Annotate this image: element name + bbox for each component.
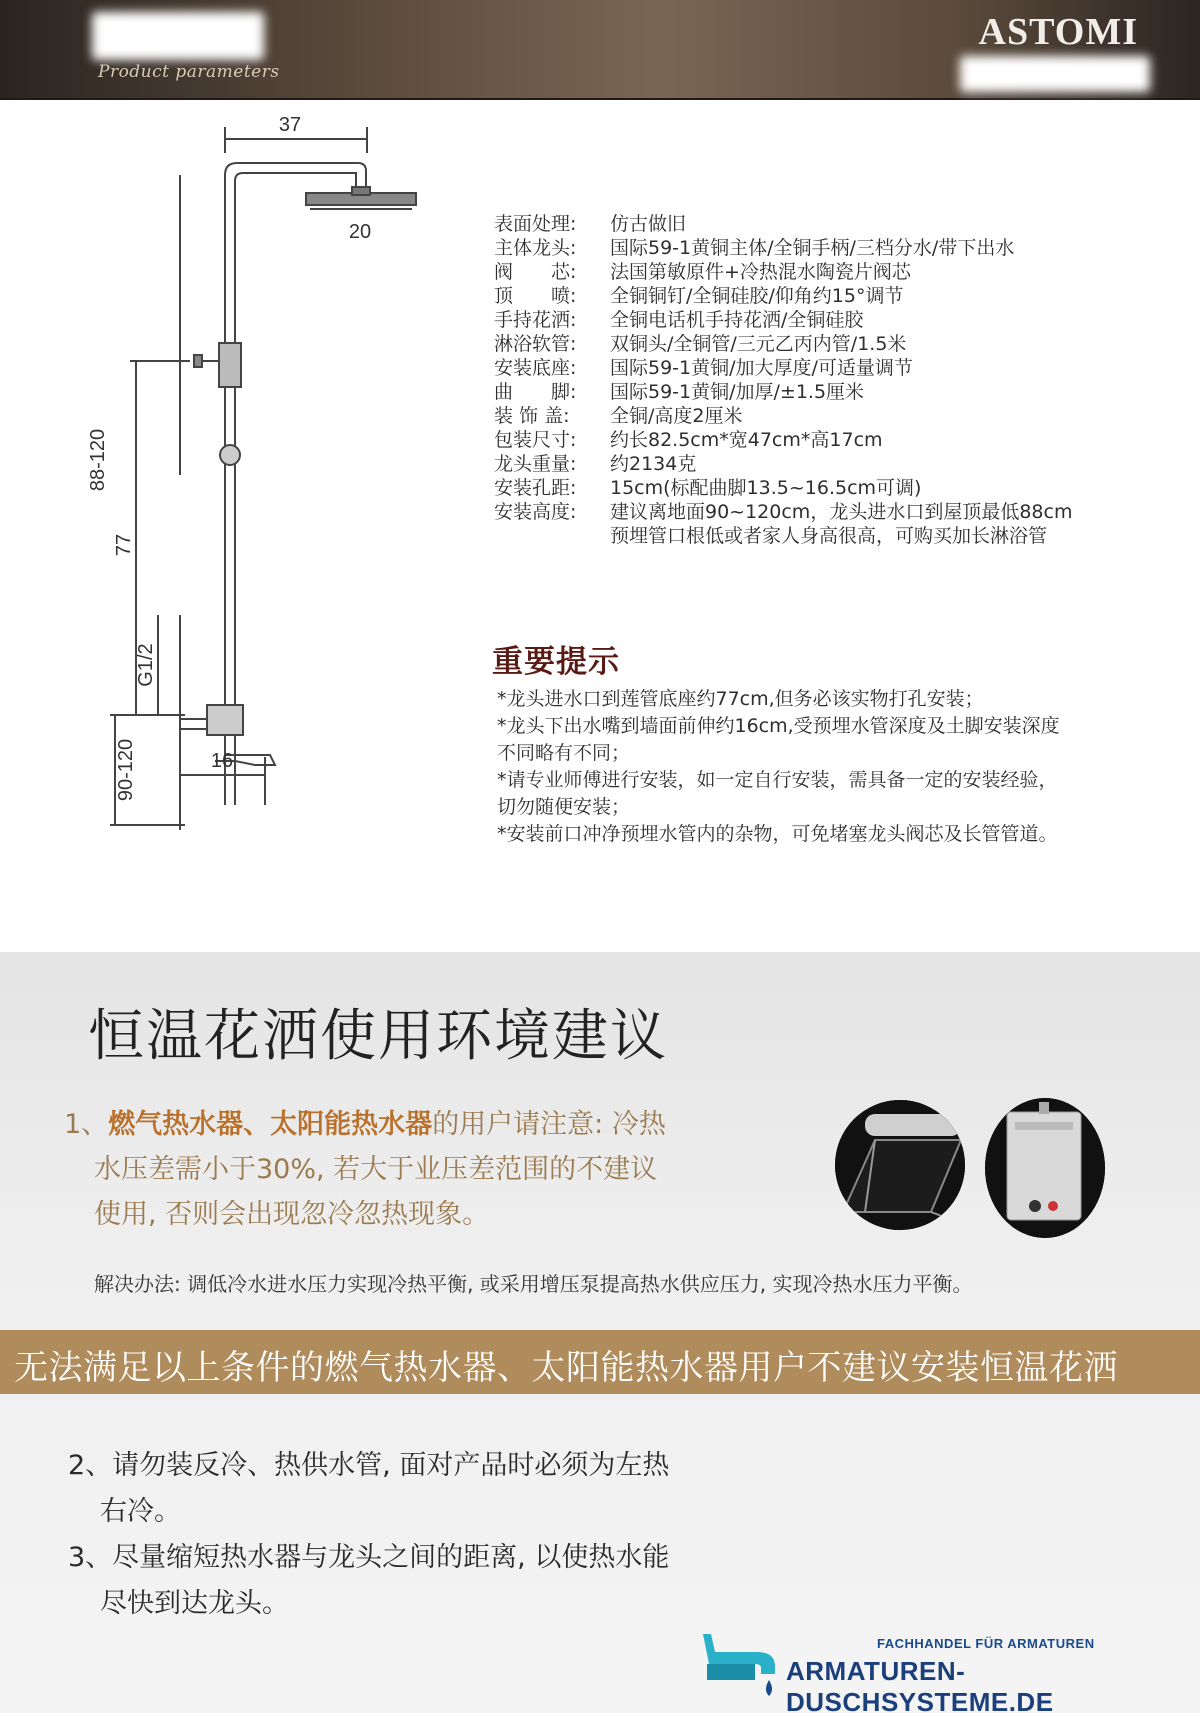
spec-value: 全铜铜钉/全铜硅胶/仰角约15°调节 bbox=[610, 285, 904, 307]
spec-label: 手持花洒: bbox=[494, 309, 577, 331]
dim-top-label: 37 bbox=[278, 114, 302, 136]
spec-value: 国际59-1黄铜/加厚/±1.5厘米 bbox=[610, 381, 865, 403]
logo-domain: ARMATUREN-DUSCHSYSTEME.DE bbox=[786, 1656, 1054, 1717]
spec-label: 安装底座: bbox=[494, 357, 577, 379]
item1-highlight: 燃气热水器、太阳能热水器 bbox=[108, 1109, 433, 1140]
dim-floor-label: 90-120 bbox=[115, 738, 137, 802]
header-banner bbox=[0, 0, 1200, 100]
environment-title: 恒温花洒使用环境建议 bbox=[88, 1004, 668, 1069]
spec-label: 龙头重量: bbox=[494, 453, 577, 475]
shop-logo[interactable] bbox=[697, 1628, 1187, 1717]
spec-row bbox=[494, 476, 1144, 500]
spec-row bbox=[494, 380, 1144, 404]
spec-list bbox=[494, 212, 1144, 548]
spec-label: 顶 喷: bbox=[494, 285, 577, 307]
solar-water-heater-image bbox=[835, 1100, 965, 1230]
spec-value: 约2134克 bbox=[610, 453, 697, 475]
item1-line1: 的用户请注意: 冷热 bbox=[432, 1109, 666, 1140]
spec-row bbox=[494, 332, 1144, 356]
spec-value: 仿古做旧 bbox=[610, 213, 687, 235]
spec-label: 淋浴软管: bbox=[494, 333, 577, 355]
spec-value: 预埋管口根低或者家人身高很高，可购买加长淋浴管 bbox=[610, 525, 1048, 547]
spec-label: 阀 芯: bbox=[494, 261, 577, 283]
blurred-brand-subtitle bbox=[960, 56, 1150, 92]
header-subtitle: Product parameters bbox=[98, 62, 280, 82]
faucet-icon bbox=[697, 1630, 787, 1700]
spec-row bbox=[494, 500, 1144, 524]
spec-label: 表面处理: bbox=[494, 213, 577, 235]
spec-row bbox=[494, 212, 1144, 236]
spec-label: 曲 脚: bbox=[494, 381, 577, 403]
tips-list bbox=[497, 686, 1157, 848]
tips-title: 重要提示 bbox=[492, 644, 620, 680]
brand-logo: ASTOMI bbox=[978, 11, 1138, 53]
warning-banner-text: 无法满足以上条件的燃气热水器、太阳能热水器用户不建议安装恒温花洒 bbox=[14, 1348, 1118, 1388]
spec-row bbox=[494, 308, 1144, 332]
warning-banner bbox=[0, 1330, 1200, 1394]
spec-value: 约长82.5cm*宽47cm*高17cm bbox=[610, 429, 883, 451]
tip-item: *龙头下出水嘴到墙面前伸约16cm,受预埋水管深度及土脚安装深度 不同略有不同； bbox=[497, 715, 1060, 764]
spec-label: 装 饰 盖: bbox=[494, 405, 570, 427]
shower-dimension-diagram bbox=[60, 105, 480, 925]
spec-row bbox=[494, 524, 1144, 548]
spec-row bbox=[494, 260, 1144, 284]
item1-line2: 水压差需小于30%, 若大于业压差范围的不建议 bbox=[94, 1154, 658, 1185]
spec-row bbox=[494, 356, 1144, 380]
gas-water-heater-image bbox=[985, 1098, 1105, 1238]
item2-line2: 右冷。 bbox=[100, 1496, 181, 1527]
spec-label: 安装孔距: bbox=[494, 477, 577, 499]
tip-item: *请专业师傅进行安装，如一定自行安装，需具备一定的安装经验， 切勿随便安装； bbox=[497, 769, 1058, 818]
spec-label bbox=[494, 524, 610, 548]
item1-prefix: 1、 bbox=[64, 1109, 109, 1140]
dim-head-label: 20 bbox=[348, 221, 372, 243]
spec-value: 法国第敏原件+冷热混水陶瓷片阀芯 bbox=[610, 261, 911, 283]
spec-value: 双铜头/全铜管/三元乙丙内管/1.5米 bbox=[610, 333, 907, 355]
spec-value: 15cm(标配曲脚13.5~16.5cm可调) bbox=[610, 477, 922, 499]
spec-row bbox=[494, 404, 1144, 428]
spec-label: 包装尺寸: bbox=[494, 429, 577, 451]
spec-label: 主体龙头: bbox=[494, 237, 577, 259]
item2-line1: 2、请勿装反冷、热供水管, 面对产品时必须为左热 bbox=[68, 1450, 670, 1481]
tip-item: *安装前口冲净预埋水管内的杂物，可免堵塞龙头阀芯及长管管道。 bbox=[497, 823, 1058, 845]
dim-thread-label: G1/2 bbox=[135, 643, 157, 687]
dim-77-label: 77 bbox=[113, 533, 135, 557]
tip-item: *龙头进水口到莲管底座约77cm,但务必该实物打孔安装； bbox=[497, 688, 984, 710]
spec-row bbox=[494, 428, 1144, 452]
spec-row bbox=[494, 452, 1144, 476]
environment-item-3 bbox=[68, 1535, 708, 1627]
spec-value: 建议离地面90~120cm，龙头进水口到屋顶最低88cm bbox=[610, 501, 1073, 523]
dim-total-height-label: 88-120 bbox=[87, 428, 109, 492]
spec-value: 国际59-1黄铜/加大厚度/可适量调节 bbox=[610, 357, 913, 379]
environment-item-2 bbox=[68, 1443, 708, 1535]
item3-line2: 尽快到达龙头。 bbox=[100, 1588, 289, 1619]
spec-row bbox=[494, 236, 1144, 260]
environment-item-1 bbox=[64, 1102, 704, 1237]
spec-row bbox=[494, 284, 1144, 308]
spec-label: 安装高度: bbox=[494, 501, 577, 523]
item3-line1: 3、尽量缩短热水器与龙头之间的距离, 以使热水能 bbox=[68, 1542, 670, 1573]
logo-tagline: FACHHANDEL FÜR ARMATUREN bbox=[877, 1636, 1095, 1651]
spec-value: 全铜电话机手持花洒/全铜硅胶 bbox=[610, 309, 864, 331]
spec-value: 全铜/高度2厘米 bbox=[610, 405, 743, 427]
blurred-title bbox=[92, 12, 264, 60]
spec-value: 国际59-1黄铜主体/全铜手柄/三档分水/带下出水 bbox=[610, 237, 1015, 259]
dim-16-label: 16 bbox=[210, 750, 234, 772]
item1-line3: 使用, 否则会出现忽冷忽热现象。 bbox=[94, 1199, 490, 1230]
solution-text: 解决办法: 调低冷水进水压力实现冷热平衡, 或采用增压泵提高热水供应压力, 实现冷热水压力平衡。 bbox=[94, 1272, 973, 1296]
